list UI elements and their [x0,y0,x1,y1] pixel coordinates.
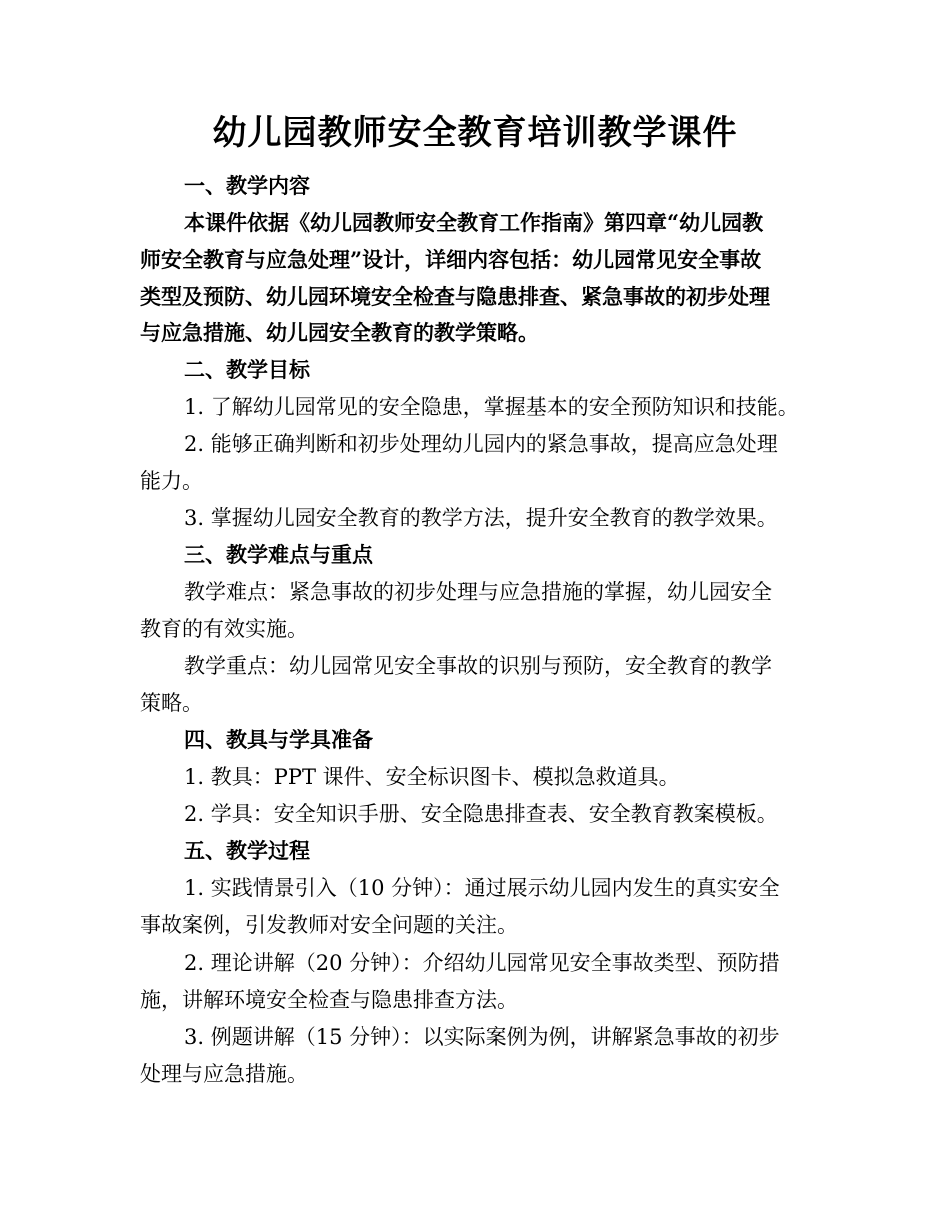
goal-item-line: 1. 了解幼儿园常见的安全隐患，掌握基本的安全预防知识和技能。 [184,395,799,419]
focus-paragraph-line: 策略。 [140,691,203,715]
difficulty-paragraph-line: 教学难点：紧急事故的初步处理与应急措施的掌握，幼儿园安全 [184,580,772,604]
process-step-line: 3. 例题讲解（15 分钟）：以实际案例为例，讲解紧急事故的初步 [184,1025,780,1049]
document-title: 幼儿园教师安全教育培训教学课件 [212,113,738,153]
section-heading-goals: 二、教学目标 [184,357,310,382]
process-step-line: 2. 理论讲解（20 分钟）：介绍幼儿园常见安全事故类型、预防措 [184,951,780,975]
focus-paragraph-line: 教学重点：幼儿园常见安全事故的识别与预防，安全教育的教学 [184,654,772,678]
goal-item-line: 能力。 [140,469,203,493]
section-heading-process: 五、教学过程 [184,838,310,863]
content-paragraph-line: 本课件依据《幼儿园教师安全教育工作指南》第四章“幼儿园教 [184,210,764,235]
process-step-line: 事故案例，引发教师对安全问题的关注。 [140,913,518,937]
content-paragraph-line: 师安全教育与应急处理”设计，详细内容包括：幼儿园常见安全事故 [140,247,762,272]
process-step-line: 1. 实践情景引入（10 分钟）：通过展示幼儿园内发生的真实安全 [184,876,780,900]
process-step-line: 施，讲解环境安全检查与隐患排查方法。 [140,988,518,1012]
tools-item-line: 2. 学具：安全知识手册、安全隐患排查表、安全教育教案模板。 [184,802,778,826]
content-paragraph-line: 类型及预防、幼儿园环境安全检查与隐患排查、紧急事故的初步处理 [140,284,770,309]
difficulty-paragraph-line: 教育的有效实施。 [140,617,308,641]
process-step-line: 处理与应急措施。 [140,1062,308,1086]
section-heading-tools: 四、教具与学具准备 [184,727,373,752]
content-paragraph-line: 与应急措施、幼儿园安全教育的教学策略。 [140,320,539,345]
goal-item-line: 2. 能够正确判断和初步处理幼儿园内的紧急事故，提高应急处理 [184,432,778,456]
goal-item-line: 3. 掌握幼儿园安全教育的教学方法，提升安全教育的教学效果。 [184,506,778,530]
section-heading-difficulties: 三、教学难点与重点 [184,542,373,567]
section-heading-content: 一、教学内容 [184,173,310,198]
tools-item-line: 1. 教具：PPT 课件、安全标识图卡、模拟急救道具。 [184,765,680,789]
